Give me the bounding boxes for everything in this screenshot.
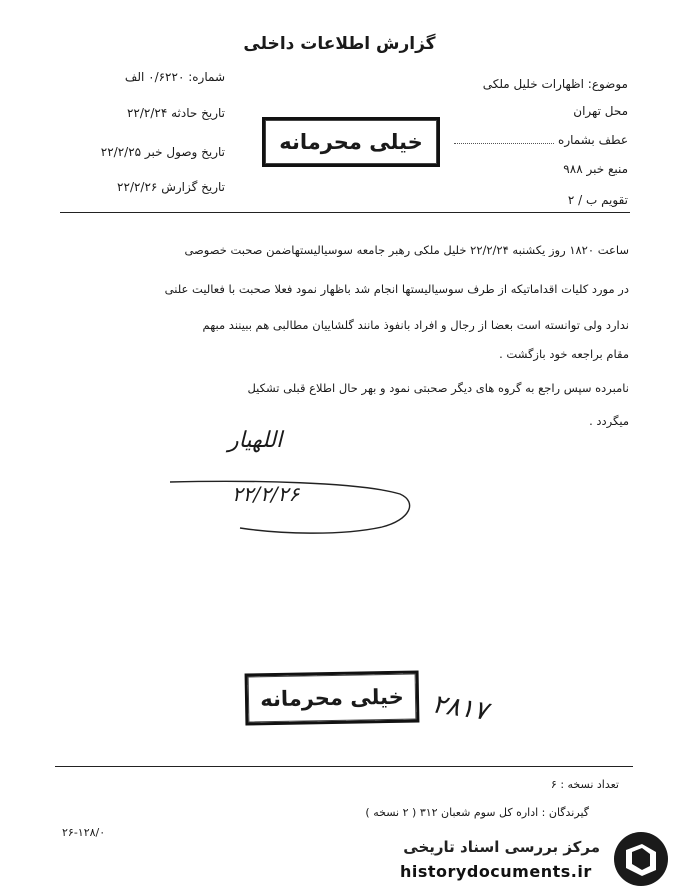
archive-logo-icon (612, 830, 670, 888)
handwritten-date: ۲۲/۲/۲۶ (232, 482, 300, 506)
body-line-5: نامبرده سپس راجع به گروه های دیگر صحبتی نمود و بهر حال اطلاع قبلی تشکیل (247, 381, 629, 395)
report-date-label: تاریخ گزارش (161, 180, 225, 194)
footer-divider (55, 766, 633, 767)
header-divider (60, 212, 630, 213)
top-classification-stamp: خیلی محرمانه (262, 117, 440, 167)
received-date-label: تاریخ وصول خبر (144, 145, 225, 159)
subject-label: موضوع (591, 77, 628, 91)
subject-value: اظهارات خلیل ملکی (482, 77, 584, 91)
received-date-value: ۲۲/۲/۲۵ (100, 145, 142, 159)
copies-count: تعداد نسخه : ۶ (550, 778, 619, 791)
event-date-label: تاریخ حادثه (171, 106, 225, 120)
body-line-4: مقام براجعه خود بازگشت . (499, 347, 629, 361)
attach-label: عطف بشماره (558, 133, 628, 147)
document-code: ۲۶-۱۲۸/۰ (62, 826, 106, 839)
eval-row (460, 193, 628, 207)
body-line-1: ساعت ۱۸۲۰ روز یکشنبه ۲۲/۲/۲۴ خلیل ملکی رهبر جامعه سوسیالیستهاضمن صحبت خصوصی (184, 243, 629, 257)
bottom-classification-stamp: خیلی محرمانه (245, 670, 420, 725)
event-date-value: ۲۲/۲/۲۴ (126, 106, 168, 120)
handwritten-signature: اللهیار (228, 428, 283, 453)
subject-row: موضوع: اظهارات خلیل ملکی (482, 77, 628, 91)
number-row: شماره: ۰/۶۲۲۰ الف (124, 70, 225, 84)
handwritten-number: ۲۸۱۷ (430, 689, 490, 727)
source-value: ۹۸۸ (563, 162, 583, 176)
archive-watermark (400, 828, 679, 890)
body-line-2: در مورد کلیات اقداماتیکه از طرف سوسیالیستها انجام شد باظهار نمود فعلا صحبت با فعالیت علنی (164, 282, 629, 296)
source-row (460, 162, 628, 176)
number-value: ۰/۶۲۲۰ الف (124, 70, 185, 84)
place-label: محل (604, 104, 628, 118)
archive-name: مرکز بررسی اسناد تاریخی (403, 838, 600, 856)
report-date-row (75, 180, 225, 194)
eval-label: تقویم (601, 193, 628, 207)
body-line-6: میگردد . (589, 414, 629, 428)
report-title: گزارش اطلاعات داخلی (243, 34, 436, 54)
recipients: گیرندگان : اداره کل سوم شعبان ۳۱۲ ( ۲ نسخه ) (365, 806, 589, 819)
number-label: شماره (192, 70, 225, 84)
archive-url: historydocuments.ir (400, 862, 592, 881)
eval-value: ب / ۲ (567, 193, 598, 207)
received-date-row (60, 145, 225, 159)
attach-row (420, 133, 628, 147)
report-date-value: ۲۲/۲/۲۶ (117, 180, 158, 194)
attach-value (454, 143, 554, 144)
event-date-row (75, 106, 225, 120)
source-label: منبع خبر (586, 162, 628, 176)
body-line-3: ندارد ولی توانسته است بعضا از رجال و افراد بانفوذ مانند گلشاییان مطالبی هم ببینند مبهم (202, 318, 629, 332)
place-row (420, 104, 628, 118)
place-value: تهران (573, 104, 601, 118)
